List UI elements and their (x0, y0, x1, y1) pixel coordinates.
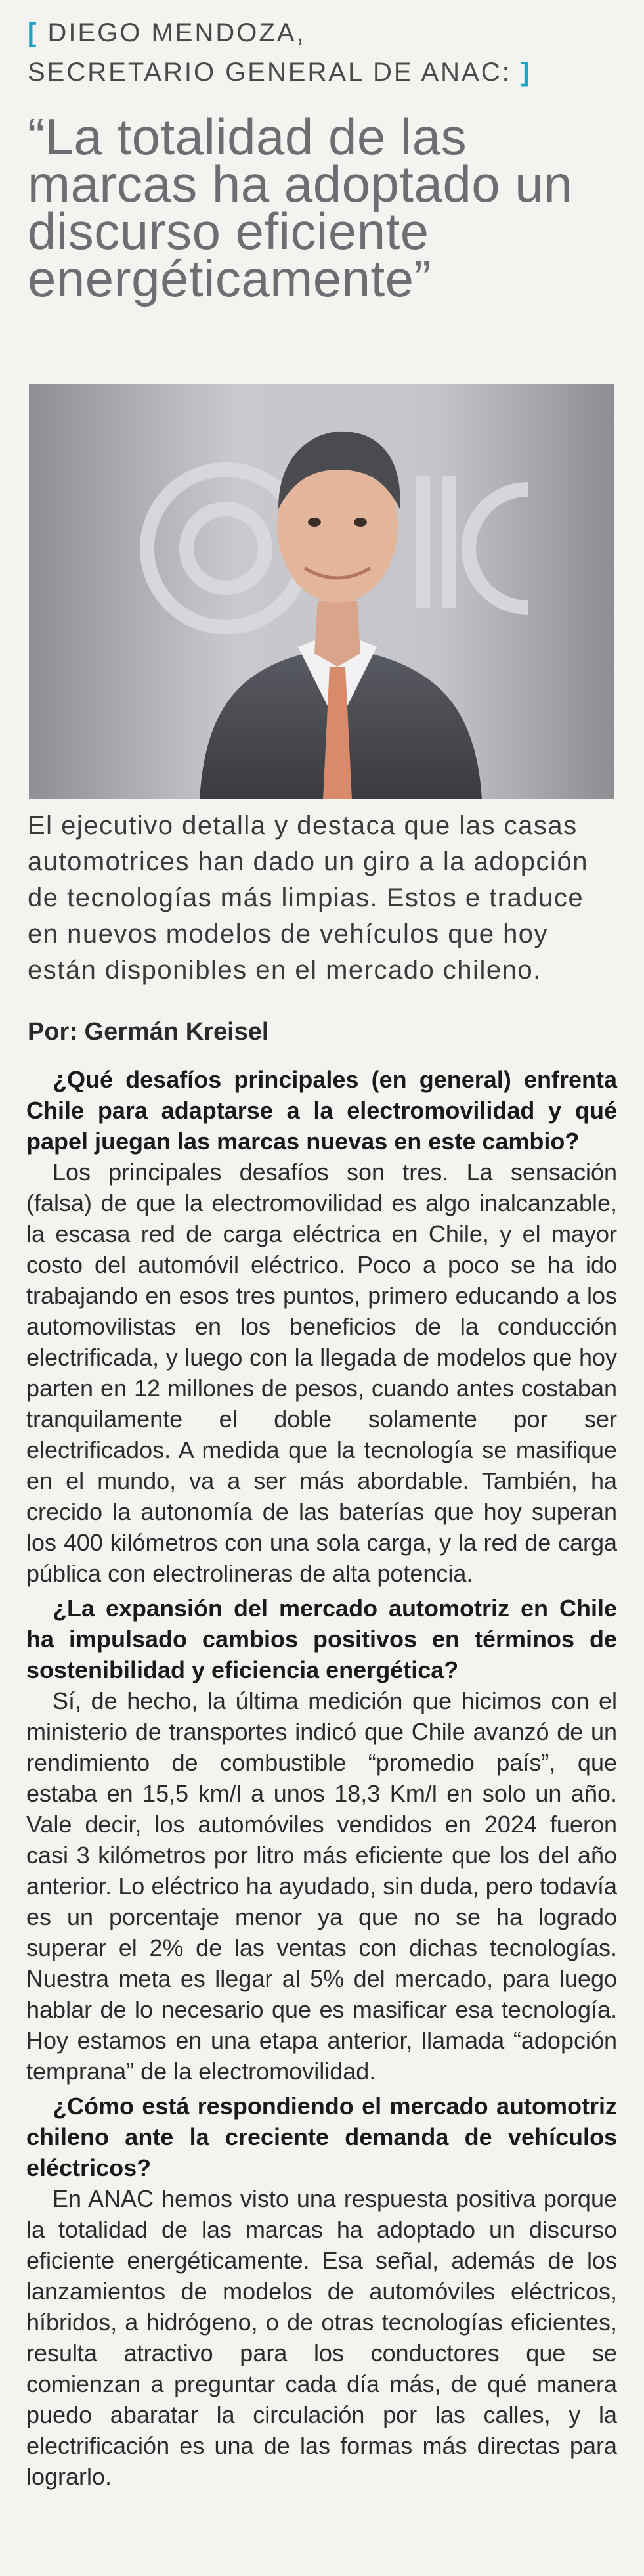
portrait-illustration (29, 384, 614, 799)
lede-paragraph: El ejecutivo detalla y destaca que las casas automotrices han dado un giro a la adopción de tecnologías más limpias. Estos e traduce en nuevos modelos de vehículos que hoy están disponibles en el mercado chileno. (28, 811, 588, 985)
portrait-photo (29, 384, 614, 799)
bracket-open: [ (28, 18, 39, 47)
headline-quote: “La totalidad de las marcas ha adoptado un discurso eficiente energéticamente” (28, 108, 573, 307)
bracket-close: ] (520, 58, 532, 87)
question-2: ¿La expansión del mercado automotriz en Chile ha impulsado cambios positivos en términos de sostenibilidad y eficiencia energética? (26, 1595, 617, 1683)
interview-body (26, 1064, 617, 2496)
answer-1: Los principales desafíos son tres. La sensación (falsa) de que la electromovilidad es algo inalcanzable, la escasa red de carga eléctrica en Chile, y el mayor costo del automóvil eléctrico. Poco a poco se ha ido trabajando en esos tres puntos, primero educando a los automovilistas en los beneficios de la conducción electrificada, y luego con la llegada de modelos que hoy parten en 12 millones de pesos, cuando antes costaban tranquilamente el doble solamente por ser electrificados. A medida que la tecnología se masifique en el mundo, va a ser más abordable. También, ha crecido la autonomía de las baterías que hoy superan los 400 kilómetros con una sola carga, y la red de carga pública con electrolineras de alta potencia. (26, 1159, 617, 1587)
question-1: ¿Qué desafíos principales (en general) enfrenta Chile para adaptarse a la electromovilidad y qué papel juegan las marcas nuevas en este cambio? (26, 1066, 617, 1155)
answer-2: Sí, de hecho, la última medición que hicimos con el ministerio de transportes indicó que Chile avanzó de un rendimiento de combustible “promedio país”, que estaba en 15,5 km/l a unos 18,3 Km/l en solo un año. Vale decir, los automóviles vendidos en 2024 fueron casi 3 kilómetros por litro más eficiente que los del año anterior. Lo eléctrico ha ayudado, sin duda, pero todavía es un porcentaje menor ya que no se ha logrado superar el 2% de las ventas con dichas tecnologías. Nuestra meta es llegar al 5% del mercado, para luego hablar de lo necesario que es masificar esa tecnología. Hoy estamos en una etapa anterior, llamada “adopción temprana” de la electromovilidad. (26, 1687, 617, 2085)
answer-3: En ANAC hemos visto una respuesta positiva porque la totalidad de las marcas ha adoptado un discurso eficiente energéticamente. Esa señal, además de los lanzamientos de modelos de automóviles eléctricos, híbridos, a hidrógeno, o de otras tecnologías eficientes, resulta atractivo para los conductores que se comienzan a preguntar cada día más, de qué manera puedo abaratar la circulación por las calles, y la electrificación es una de las formas más directas para lograrlo. (26, 2185, 617, 2490)
byline: Por: Germán Kreisel (28, 1018, 269, 1046)
question-3: ¿Cómo está respondiendo el mercado automotriz chileno ante la creciente demanda de vehículos eléctricos? (26, 2093, 617, 2181)
interviewee-header (28, 13, 618, 92)
interviewee-name: DIEGO MENDOZA, (47, 18, 306, 47)
interviewee-title: SECRETARIO GENERAL DE ANAC: (28, 58, 511, 87)
